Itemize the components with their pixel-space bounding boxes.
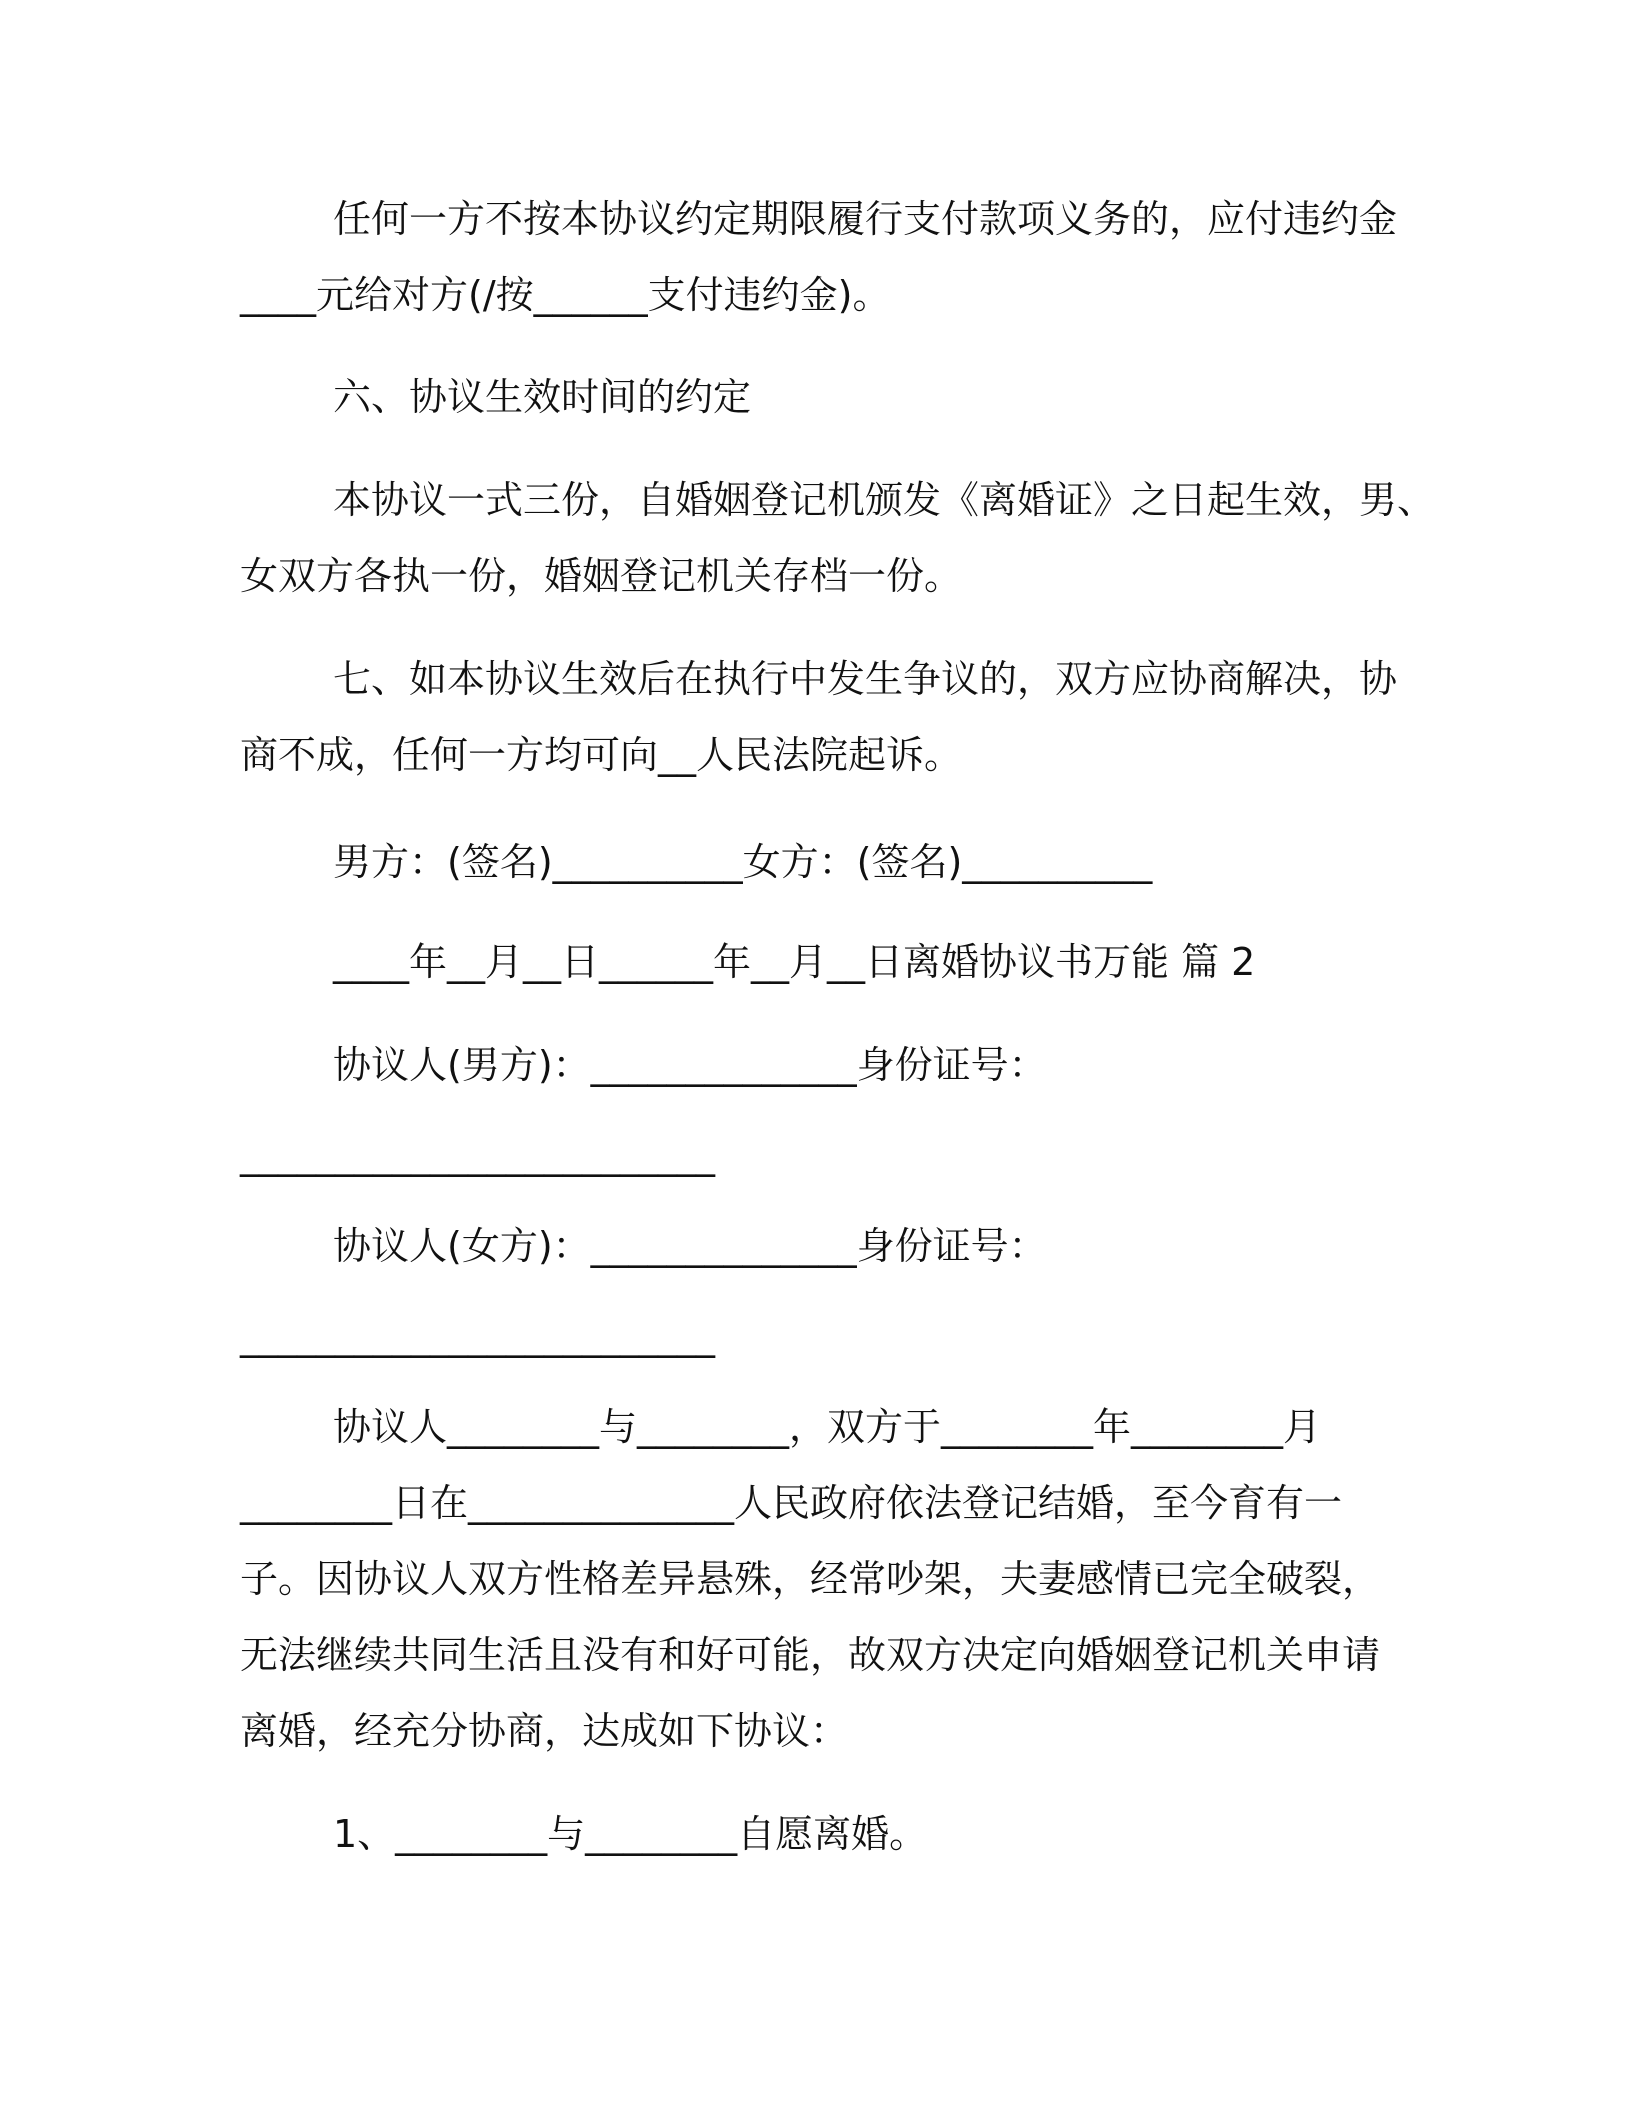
id-number-blank: _________________________ xyxy=(240,1133,715,1177)
paragraph-line: 离婚，经充分协商，达成如下协议： xyxy=(240,1709,849,1753)
paragraph-line: 商不成，任何一方均可向__人民法院起诉。 xyxy=(240,733,963,777)
paragraph-line: ____元给对方(/按______支付违约金)。 xyxy=(240,273,891,317)
signature-line: 男方：(签名)__________女方：(签名)__________ xyxy=(333,840,1153,884)
party-line-female: 协议人(女方)：______________身份证号： xyxy=(333,1224,1047,1268)
paragraph-line: 无法继续共同生活且没有和好可能，故双方决定向婚姻登记机关申请 xyxy=(240,1633,1381,1677)
date-line: ____年__月__日______年__月__日离婚协议书万能 篇 2 xyxy=(333,940,1256,984)
clause-item: 1、________与________自愿离婚。 xyxy=(333,1812,928,1856)
paragraph-line: 女双方各执一份，婚姻登记机关存档一份。 xyxy=(240,554,963,598)
section-heading: 六、协议生效时间的约定 xyxy=(333,375,752,419)
party-line-male: 协议人(男方)：______________身份证号： xyxy=(333,1043,1047,1087)
paragraph-line: 任何一方不按本协议约定期限履行支付款项义务的，应付违约金 xyxy=(333,197,1398,241)
paragraph-line: 本协议一式三份，自婚姻登记机颁发《离婚证》之日起生效，男、 xyxy=(333,478,1436,522)
paragraph-line: 协议人________与________，双方于________年________月 xyxy=(333,1405,1322,1449)
paragraph-line: 七、如本协议生效后在执行中发生争议的，双方应协商解决，协 xyxy=(333,657,1398,701)
id-number-blank: _________________________ xyxy=(240,1314,715,1358)
paragraph-line: ________日在______________人民政府依法登记结婚，至今育有一 xyxy=(240,1481,1343,1525)
paragraph-line: 子。因协议人双方性格差异悬殊，经常吵架，夫妻感情已完全破裂， xyxy=(240,1557,1381,1601)
